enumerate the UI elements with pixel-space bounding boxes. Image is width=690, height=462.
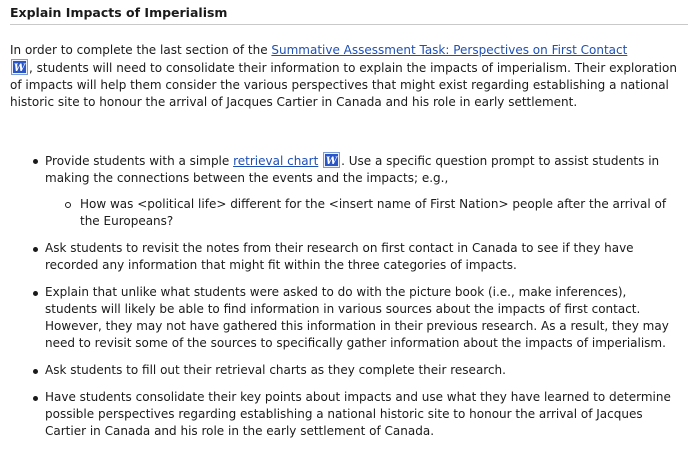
- intro-paragraph: [10, 42, 680, 111]
- list-item: Ask students to fill out their retrieval charts as they complete their research.: [0, 362, 690, 379]
- activity-list: [0, 152, 690, 450]
- bullet-text-start: Provide students with a simple: [45, 154, 234, 168]
- sub-list-item: How was <political life> different for the <insert name of First Nation> people after the arrival of the Europeans?: [45, 196, 674, 230]
- sub-list: [45, 196, 674, 230]
- list-item: [0, 152, 690, 230]
- list-item: Explain that unlike what students were asked to do with the picture book (i.e., make inferences), students will likely be able to find information in various sources about the impacts of first contact. However, they may not have gathered this information in their previous research. As a result, they may need to revisit some of the sources to specifically gather information about the impacts of imperialism.: [0, 284, 690, 352]
- intro-text-end: , students will need to consolidate their information to explain the impacts of imperialism. Their exploration of impacts will help them consider the various perspectives that might exist regarding establishing a national historic site to honour the arrival of Jacques Cartier in Canada and his role in early settlement.: [10, 61, 677, 109]
- svg-text:W: W: [326, 156, 338, 167]
- summative-assessment-link[interactable]: Summative Assessment Task: Perspectives on First Contact: [271, 43, 628, 57]
- svg-text:W: W: [13, 63, 26, 74]
- list-item: Ask students to revisit the notes from their research on first contact in Canada to see if they have recorded any information that might fit within the three categories of impacts.: [0, 240, 690, 274]
- section-heading: Explain Impacts of Imperialism: [10, 5, 688, 25]
- bullet-text-end: . Use a specific question prompt to assist students in making the connections between the events and the impacts; e.g.,: [45, 154, 660, 185]
- retrieval-chart-link[interactable]: retrieval chart: [233, 154, 319, 168]
- word-document-icon[interactable]: [11, 59, 28, 75]
- word-document-icon[interactable]: [323, 152, 340, 168]
- list-item: Have students consolidate their key points about impacts and use what they have learned to determine possible perspectives regarding establishing a national historic site to honour the arrival of Jacques Cartier in Canada and his role in the early settlement of Canada.: [0, 389, 690, 440]
- intro-text-start: In order to complete the last section of the: [10, 43, 272, 57]
